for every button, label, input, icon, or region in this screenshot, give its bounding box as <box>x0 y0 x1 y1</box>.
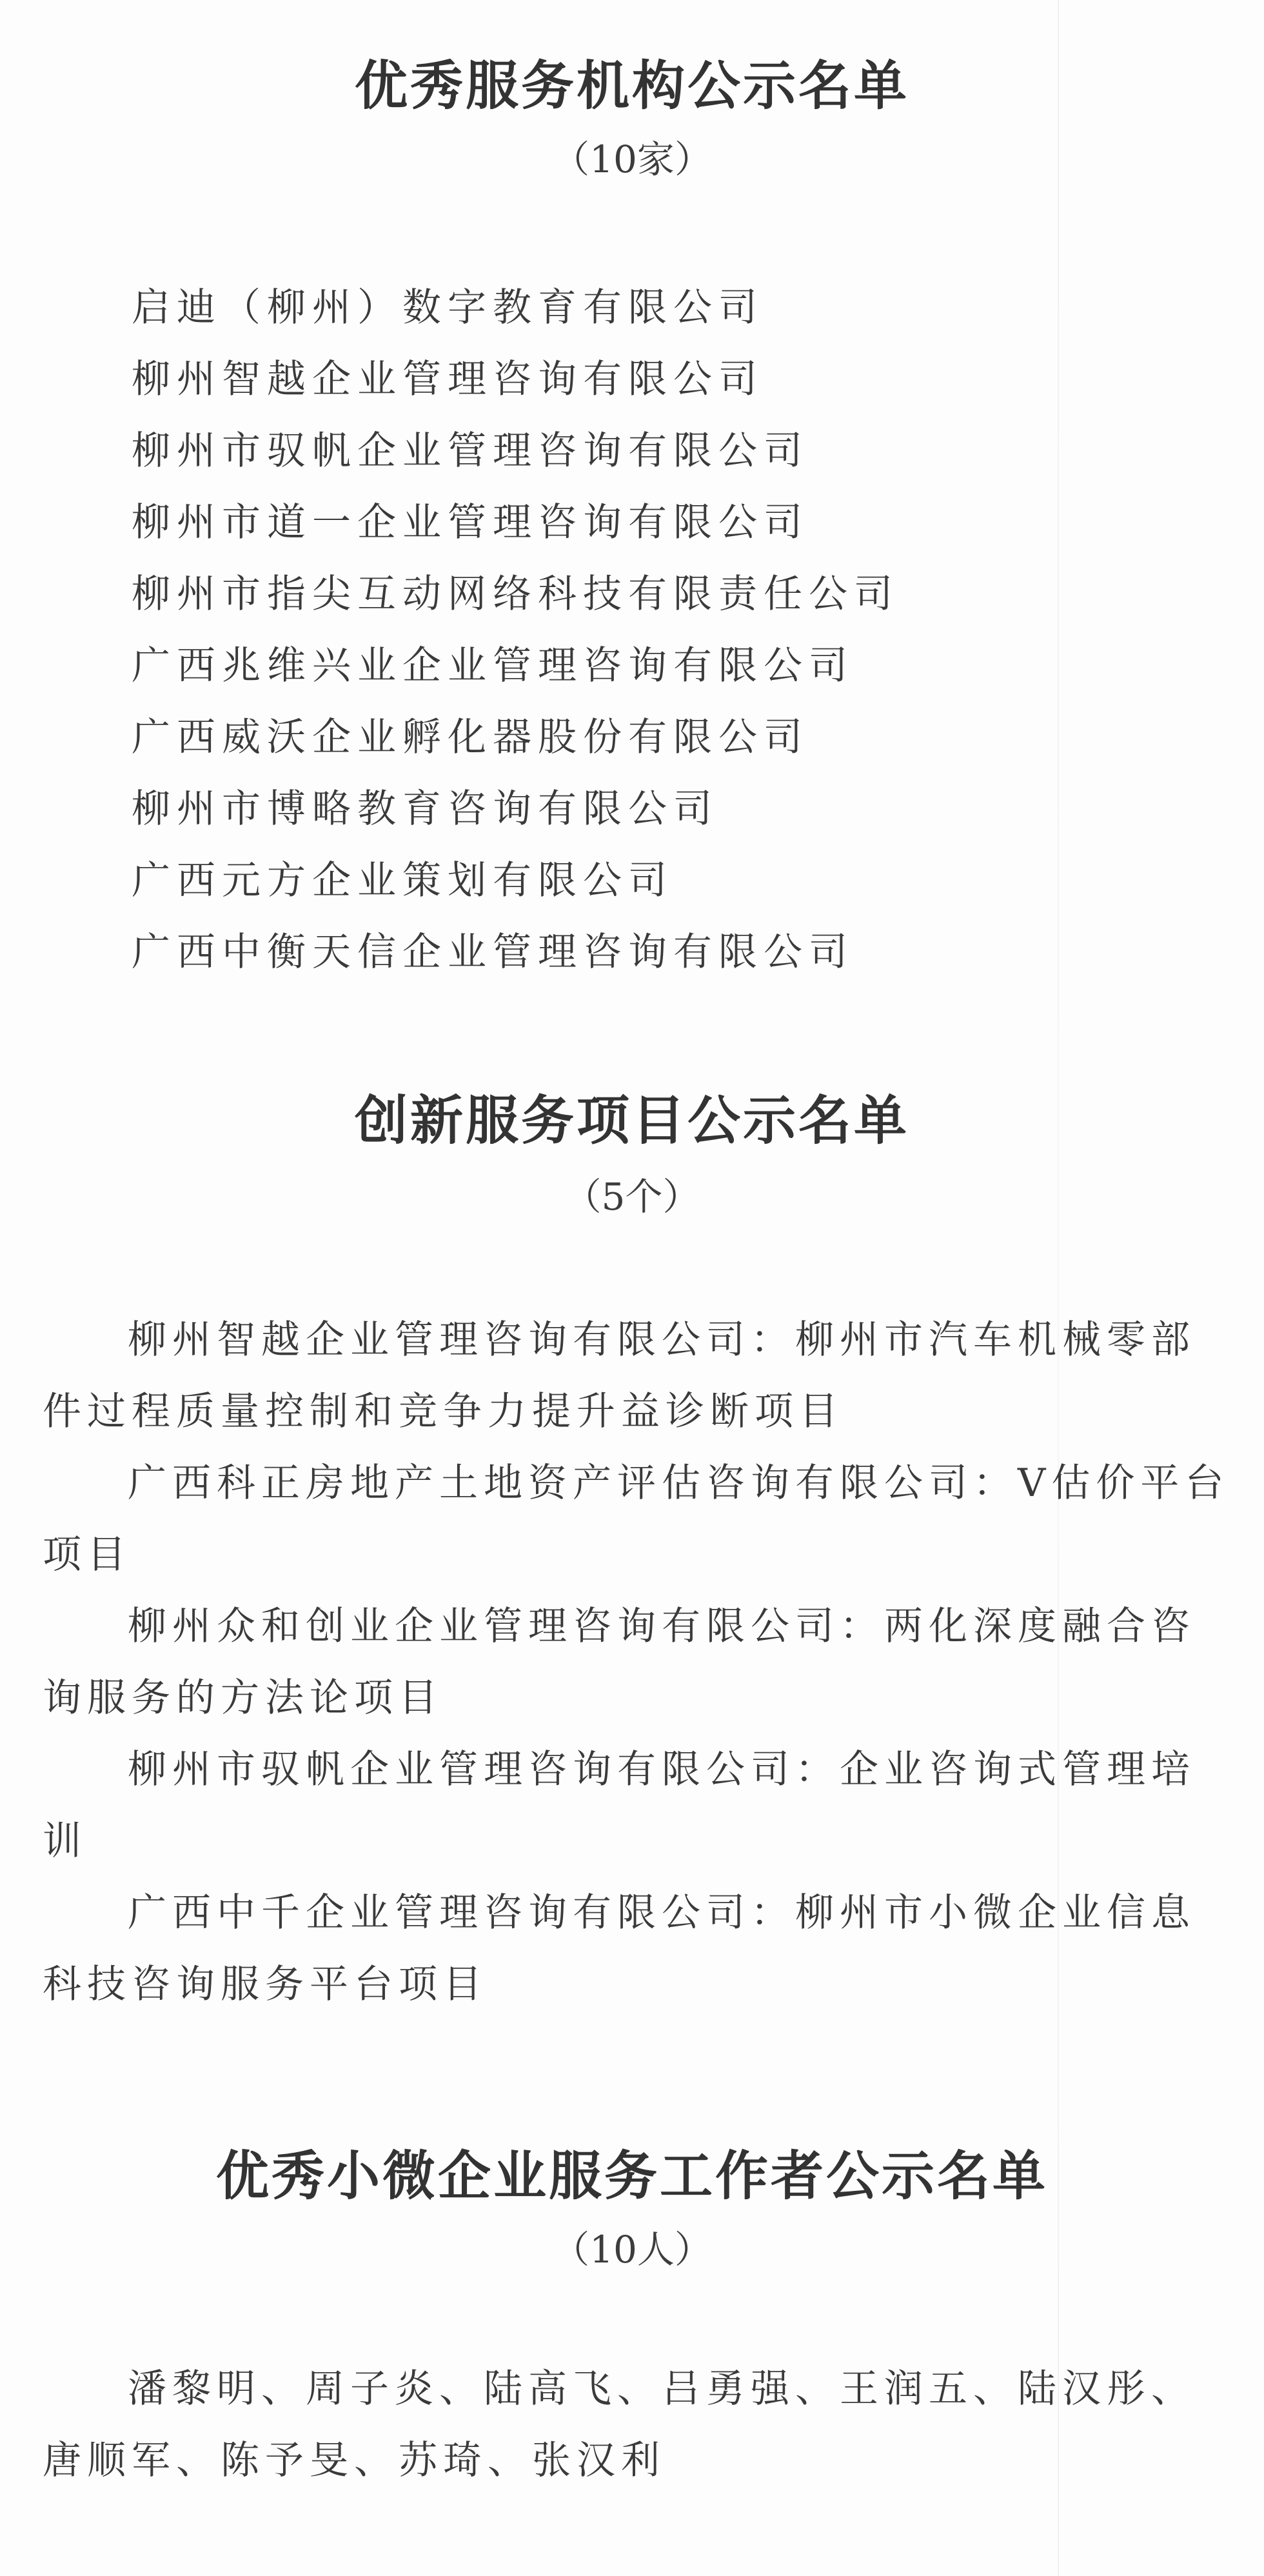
project-list <box>43 1304 1236 2021</box>
worker-names-text: 潘黎明、周子炎、陆高飞、吕勇强、王润五、陆汉彤、唐顺军、陈予旻、苏琦、张汉利 <box>43 2366 1196 2483</box>
project-item: 广西科正房地产土地资产评估咨询有限公司：V估价平台项目 <box>43 1461 1230 1577</box>
list-item: 广西元方企业策划有限公司 <box>132 858 673 903</box>
list-item: 广西威沃企业孵化器股份有限公司 <box>132 715 809 760</box>
list-item: 柳州市博略教育咨询有限公司 <box>132 786 718 832</box>
list-item: 广西兆维兴业企业管理咨询有限公司 <box>132 643 854 688</box>
section1-title: 优秀服务机构公示名单 <box>354 55 909 117</box>
section2-count: （5个） <box>564 1175 700 1219</box>
section2-title: 创新服务项目公示名单 <box>354 1090 909 1152</box>
project-item: 柳州智越企业管理咨询有限公司：柳州市汽车机械零部件过程质量控制和竞争力提升益诊断项目 <box>43 1317 1196 1434</box>
organization-list <box>132 272 899 988</box>
list-item: 柳州智越企业管理咨询有限公司 <box>132 357 764 402</box>
project-item: 柳州众和创业企业管理咨询有限公司：两化深度融合咨询服务的方法论项目 <box>43 1604 1196 1721</box>
list-item: 柳州市道一企业管理咨询有限公司 <box>132 500 809 545</box>
list-item: 启迪（柳州）数字教育有限公司 <box>132 285 764 330</box>
project-item: 广西中千企业管理咨询有限公司：柳州市小微企业信息科技咨询服务平台项目 <box>43 1890 1196 2007</box>
worker-names <box>43 2353 1236 2497</box>
section3-title: 优秀小微企业服务工作者公示名单 <box>215 2145 1048 2207</box>
project-item: 柳州市驭帆企业管理咨询有限公司：企业咨询式管理培训 <box>43 1747 1196 1864</box>
list-item: 广西中衡天信企业管理咨询有限公司 <box>132 930 854 975</box>
list-item: 柳州市指尖互动网络科技有限责任公司 <box>132 572 899 617</box>
section1-count: （10家） <box>552 137 712 181</box>
section3-count: （10人） <box>552 2228 712 2271</box>
list-item: 柳州市驭帆企业管理咨询有限公司 <box>132 428 809 474</box>
